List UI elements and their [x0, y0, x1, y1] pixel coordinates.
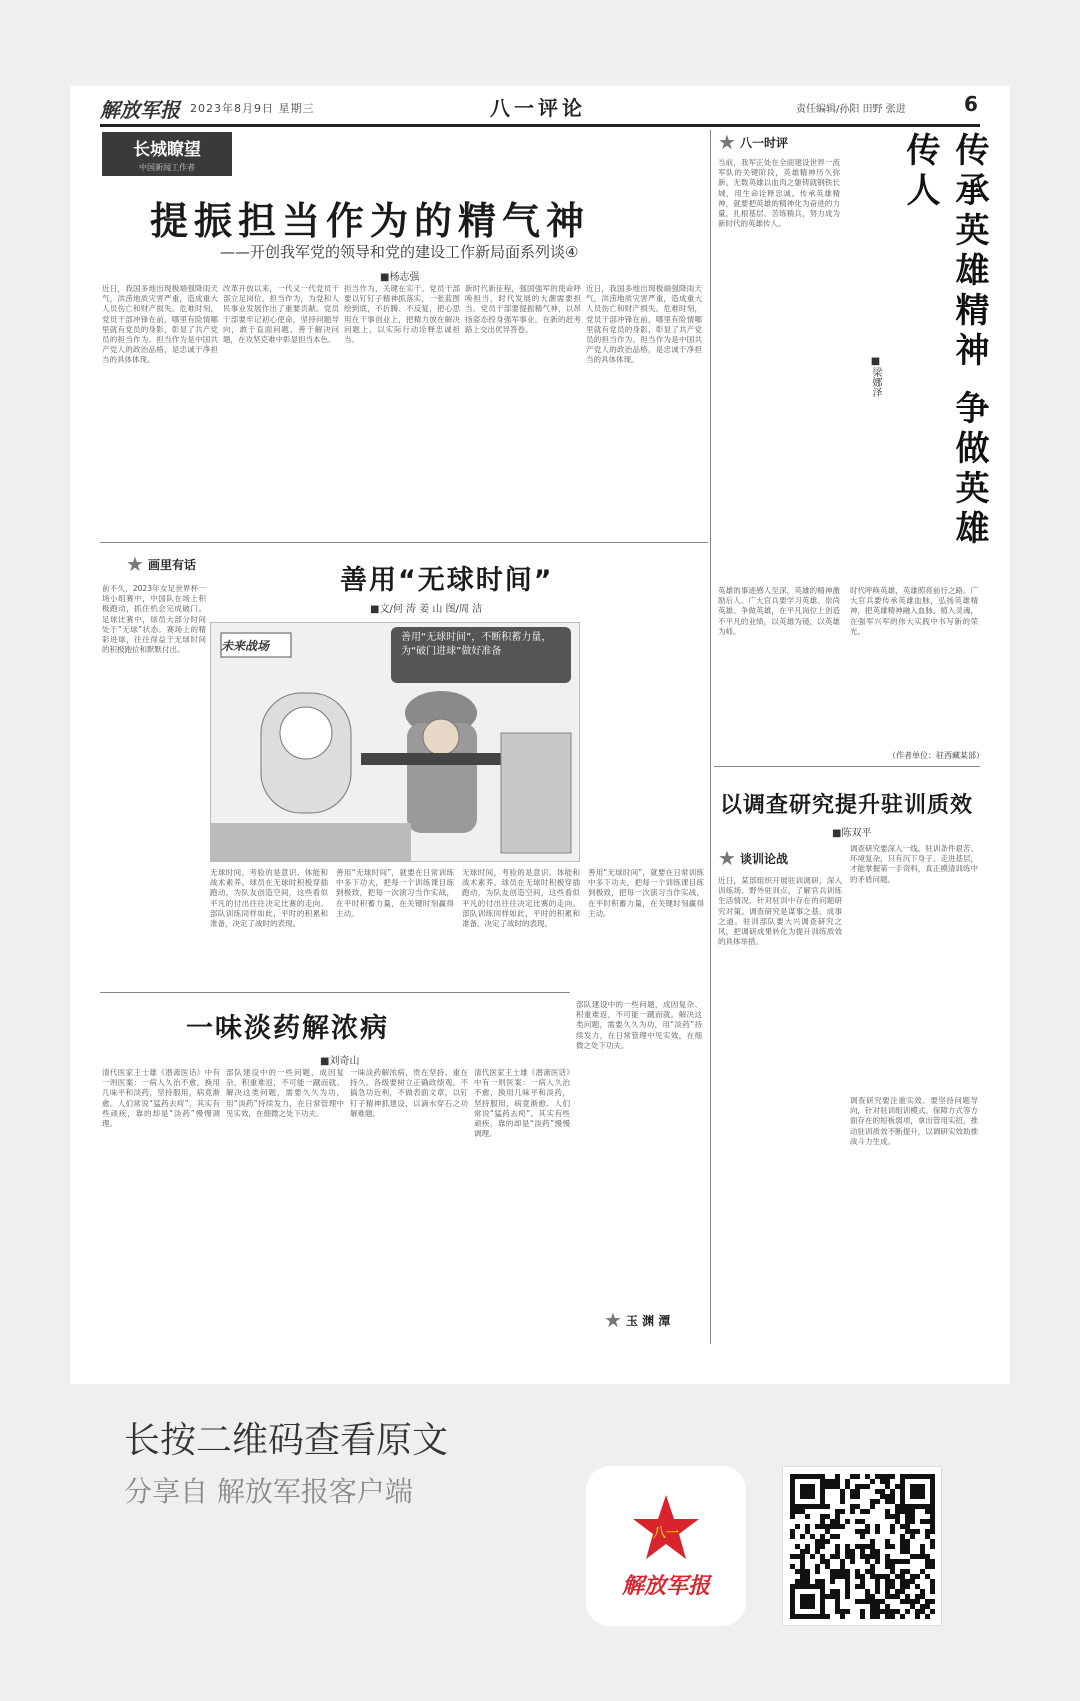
- side-tag: [718, 130, 788, 154]
- side-text-col-2: 英雄的事迹感人至深，英雄的精神激励后人。广大官兵要学习英雄、崇尚英雄、争做英雄，在平凡岗位上创造不平凡的业绩，以英雄为镜，以英雄为师。: [718, 586, 840, 636]
- column-banner: [102, 132, 232, 176]
- side-text-col-1: 当前，我军正处在全面建设世界一流军队的关键阶段，英雄精神历久弥新。无数英雄以血肉之躯铸就钢铁长城，用生命诠释忠诚。传承英雄精神，就要把英雄的精神化为奋进的力量，扎根基层、苦练精兵，努力成为新时代的英雄传人。: [718, 158, 840, 229]
- main-text-col-1: 近日，我国多地出现极端强降雨天气，洪涝地质灾害严重，造成重大人员伤亡和财产损失。危难时刻，党员干部冲锋在前，哪里有险情哪里就有党员的身影，彰显了共产党员的担当作为。担当作为是中国共产党人的政治品格，是忠诚干净担当的具体体现。: [102, 284, 218, 365]
- section-divider-2: [100, 992, 570, 993]
- qr-code-icon: [783, 1467, 943, 1627]
- bottom-text-col-4: 清代医家王士雄《潜斋医话》中有一则医案：一病人久治不愈，换用几味平和淡药，坚持服用，病竟渐愈。人们常说“猛药去疴”，其实有些顽疾，靠的却是“淡药”慢慢调理。: [474, 1068, 570, 1139]
- main-author: ■杨志强: [380, 272, 420, 283]
- painting-headline: 善用“无球时间”: [340, 565, 554, 596]
- section-title: 八一评论: [490, 96, 586, 120]
- yuyuantan-text: 部队建设中的一些问题，成因复杂、积重难返，不可能一蹴而就。解决这类问题，需要久久为功，用“淡药”持续发力，在日常管理中见实效，在细微之处下功夫。: [576, 1000, 702, 1050]
- bottom-text-col-2: 部队建设中的一些问题，成因复杂、积重难返，不可能一蹴而就。解决这类问题，需要久久为功，用“淡药”持续发力，在日常管理中见实效，在细微之处下功夫。: [226, 1068, 344, 1118]
- editors-line: 责任编辑/孙阳 田野 张进: [796, 104, 906, 115]
- painting-credit: ■文/何 涛 姜 山 图/周 洁: [370, 604, 483, 615]
- yuyuantan-tag: [604, 1308, 670, 1332]
- side-vertical-headline: 传承英雄精神 争做英雄传人: [900, 132, 989, 550]
- masthead-logo: 解放军报: [100, 98, 180, 122]
- main-text-col-4: 新时代新征程，强国强军的使命呼唤担当，时代发展的大潮需要担当。党员干部要提振精气神，以昂扬姿态投身强军事业，在新的赶考路上交出优异答卷。: [465, 284, 581, 334]
- painting-text-col-4: 无球时间，考验的是意识、体能和战术素养。球员在无球时积极穿插跑动，为队友创造空间，这些看似平凡的付出往往决定比赛的走向。部队训练同样如此，平时的积累和准备，决定了战时的表现。: [462, 868, 580, 929]
- column-divider: [710, 130, 711, 1344]
- footer-subtitle: 分享自 解放军报客户端: [124, 1475, 413, 1508]
- painting-text-col-1: 前不久，2023年女足世界杯一场小组赛中，中国队在场上积极跑动，抓住机会完成破门。足球比赛中，球员大部分时间处于“无球”状态。赛场上的精彩进球，往往得益于无球时间的积极跑位和默默付出。: [102, 584, 206, 655]
- right-text-col-1: 近日，某部组织开展驻训调研，深入训练场、野外驻训点，了解官兵训练生活情况，针对驻训中存在的问题研究对策。调查研究是谋事之基、成事之道。驻训部队要大兴调查研究之风，把调研成果转化为提升训练质效的具体举措。: [718, 876, 842, 947]
- newspaper-page: [70, 86, 1010, 1384]
- right-text-col-2: 调查研究要深入一线。驻训条件艰苦、环境复杂，只有沉下身子、走进基层，才能掌握第一手资料，真正摸清训练中的矛盾问题。: [850, 844, 978, 884]
- svg-text:八一: 八一: [652, 1525, 680, 1541]
- painting-text-col-5: 善用“无球时间”，就要在日常训练中多下功夫，把每一个训练课目练到极致，把每一次演习当作实战，在平时积蓄力量，在关键时刻赢得主动。: [588, 868, 704, 918]
- footer-title: 长按二维码查看原文: [124, 1420, 449, 1461]
- bottom-author: ■刘奇山: [320, 1056, 360, 1067]
- main-text-col-3: 担当作为，关键在实干。党员干部要以钉钉子精神抓落实，一张蓝图绘到底，不折腾、不反复，把心思用在干事创业上，把精力放在解决问题上，以实际行动诠释忠诚担当。: [344, 284, 460, 345]
- star-icon: ★: [604, 1308, 622, 1332]
- side-closing: （作者单位：驻西藏某部）: [888, 751, 984, 760]
- app-logo-card[interactable]: [586, 1466, 746, 1626]
- logo-text: 解放军报: [621, 1572, 710, 1599]
- main-headline: 提振担当作为的精气神: [149, 199, 590, 243]
- star-icon: ★: [126, 552, 144, 576]
- page-number: 6: [964, 92, 978, 116]
- side-tag-label: 八一时评: [739, 135, 788, 150]
- illustration-badge: 未来战场: [221, 639, 270, 653]
- painting-text-col-3: 善用“无球时间”，就要在日常训练中多下功夫，把每一个训练课目练到极致，把每一次演习当作实战，在平时积蓄力量，在关键时刻赢得主动。: [336, 868, 454, 918]
- right-tag: [718, 846, 788, 870]
- right-tag-label: 谈训论战: [739, 851, 788, 866]
- bottom-text-col-1: 清代医家王士雄《潜斋医话》中有一则医案：一病人久治不愈，换用几味平和淡药，坚持服用，病竟渐愈。人们常说“猛药去疴”，其实有些顽疾，靠的却是“淡药”慢慢调理。: [102, 1068, 220, 1129]
- main-subheadline: ——开创我军党的领导和党的建设工作新局面系列谈④: [220, 243, 579, 261]
- side-author: ■梁娜泽: [870, 356, 881, 397]
- painting-tag: [126, 552, 196, 576]
- illustration-caption: 善用“无球时间”，不断积蓄力量，为“破门进球”做好准备: [401, 632, 552, 657]
- bottom-headline: 一味淡药解浓病: [186, 1013, 389, 1044]
- right-headline: 以调查研究提升驻训质效: [720, 793, 974, 818]
- header-rule: [100, 124, 980, 127]
- bottom-text-col-3: 一味淡药解浓病，贵在坚持、重在持久。各级要树立正确政绩观，不搞急功近利，不做表面文章，以钉钉子精神抓建设，以滴水穿石之功解难题。: [350, 1068, 468, 1118]
- painting-text-col-2: 无球时间，考验的是意识、体能和战术素养。球员在无球时积极穿插跑动，为队友创造空间，这些看似平凡的付出往往决定比赛的走向。部队训练同样如此，平时的积累和准备，决定了战时的表现。: [210, 868, 328, 929]
- side-divider: [714, 766, 980, 767]
- yuyuantan-tag-label: 玉 渊 潭: [625, 1313, 671, 1328]
- section-divider: [100, 542, 708, 543]
- main-text-col-2: 改革开放以来，一代又一代党员干部立足岗位、担当作为，为党和人民事业发展作出了重要贡献。党员干部要牢记初心使命，坚持问题导向，敢于直面问题、善于解决问题，在攻坚克难中彰显担当本色。: [223, 284, 339, 345]
- star-icon: ★: [718, 846, 736, 870]
- side-text-col-3: 时代呼唤英雄，英雄照亮前行之路。广大官兵要传承英雄血脉，弘扬英雄精神，把英雄精神融入血脉、植入灵魂，在强军兴军的伟大实践中书写新的荣光。: [850, 586, 978, 636]
- right-text-col-3: 调查研究要注重实效。要坚持问题导向，针对驻训组训模式、保障方式等方面存在的短板弱项，拿出管用实招，推动驻训质效不断提升，以调研实效助推战斗力生成。: [850, 1096, 978, 1146]
- issue-date: 2023年8月9日 星期三: [190, 102, 315, 115]
- star-icon: ★: [718, 130, 736, 154]
- painting-tag-label: 画里有话: [147, 557, 196, 572]
- qr-code[interactable]: [782, 1466, 942, 1626]
- column-banner-title: 长城瞭望: [133, 140, 201, 160]
- cartoon-illustration: [210, 622, 580, 862]
- right-author: ■陈双平: [832, 828, 872, 839]
- red-star-icon: [631, 1493, 701, 1563]
- main-text-col-5: 近日，我国多地出现极端强降雨天气，洪涝地质灾害严重，造成重大人员伤亡和财产损失。危难时刻，党员干部冲锋在前，哪里有险情哪里就有党员的身影，彰显了共产党员的担当作为。担当作为是中国共产党人的政治品格，是忠诚干净担当的具体体现。: [586, 284, 702, 365]
- column-banner-subtitle: 中国新闻工作者: [139, 163, 195, 172]
